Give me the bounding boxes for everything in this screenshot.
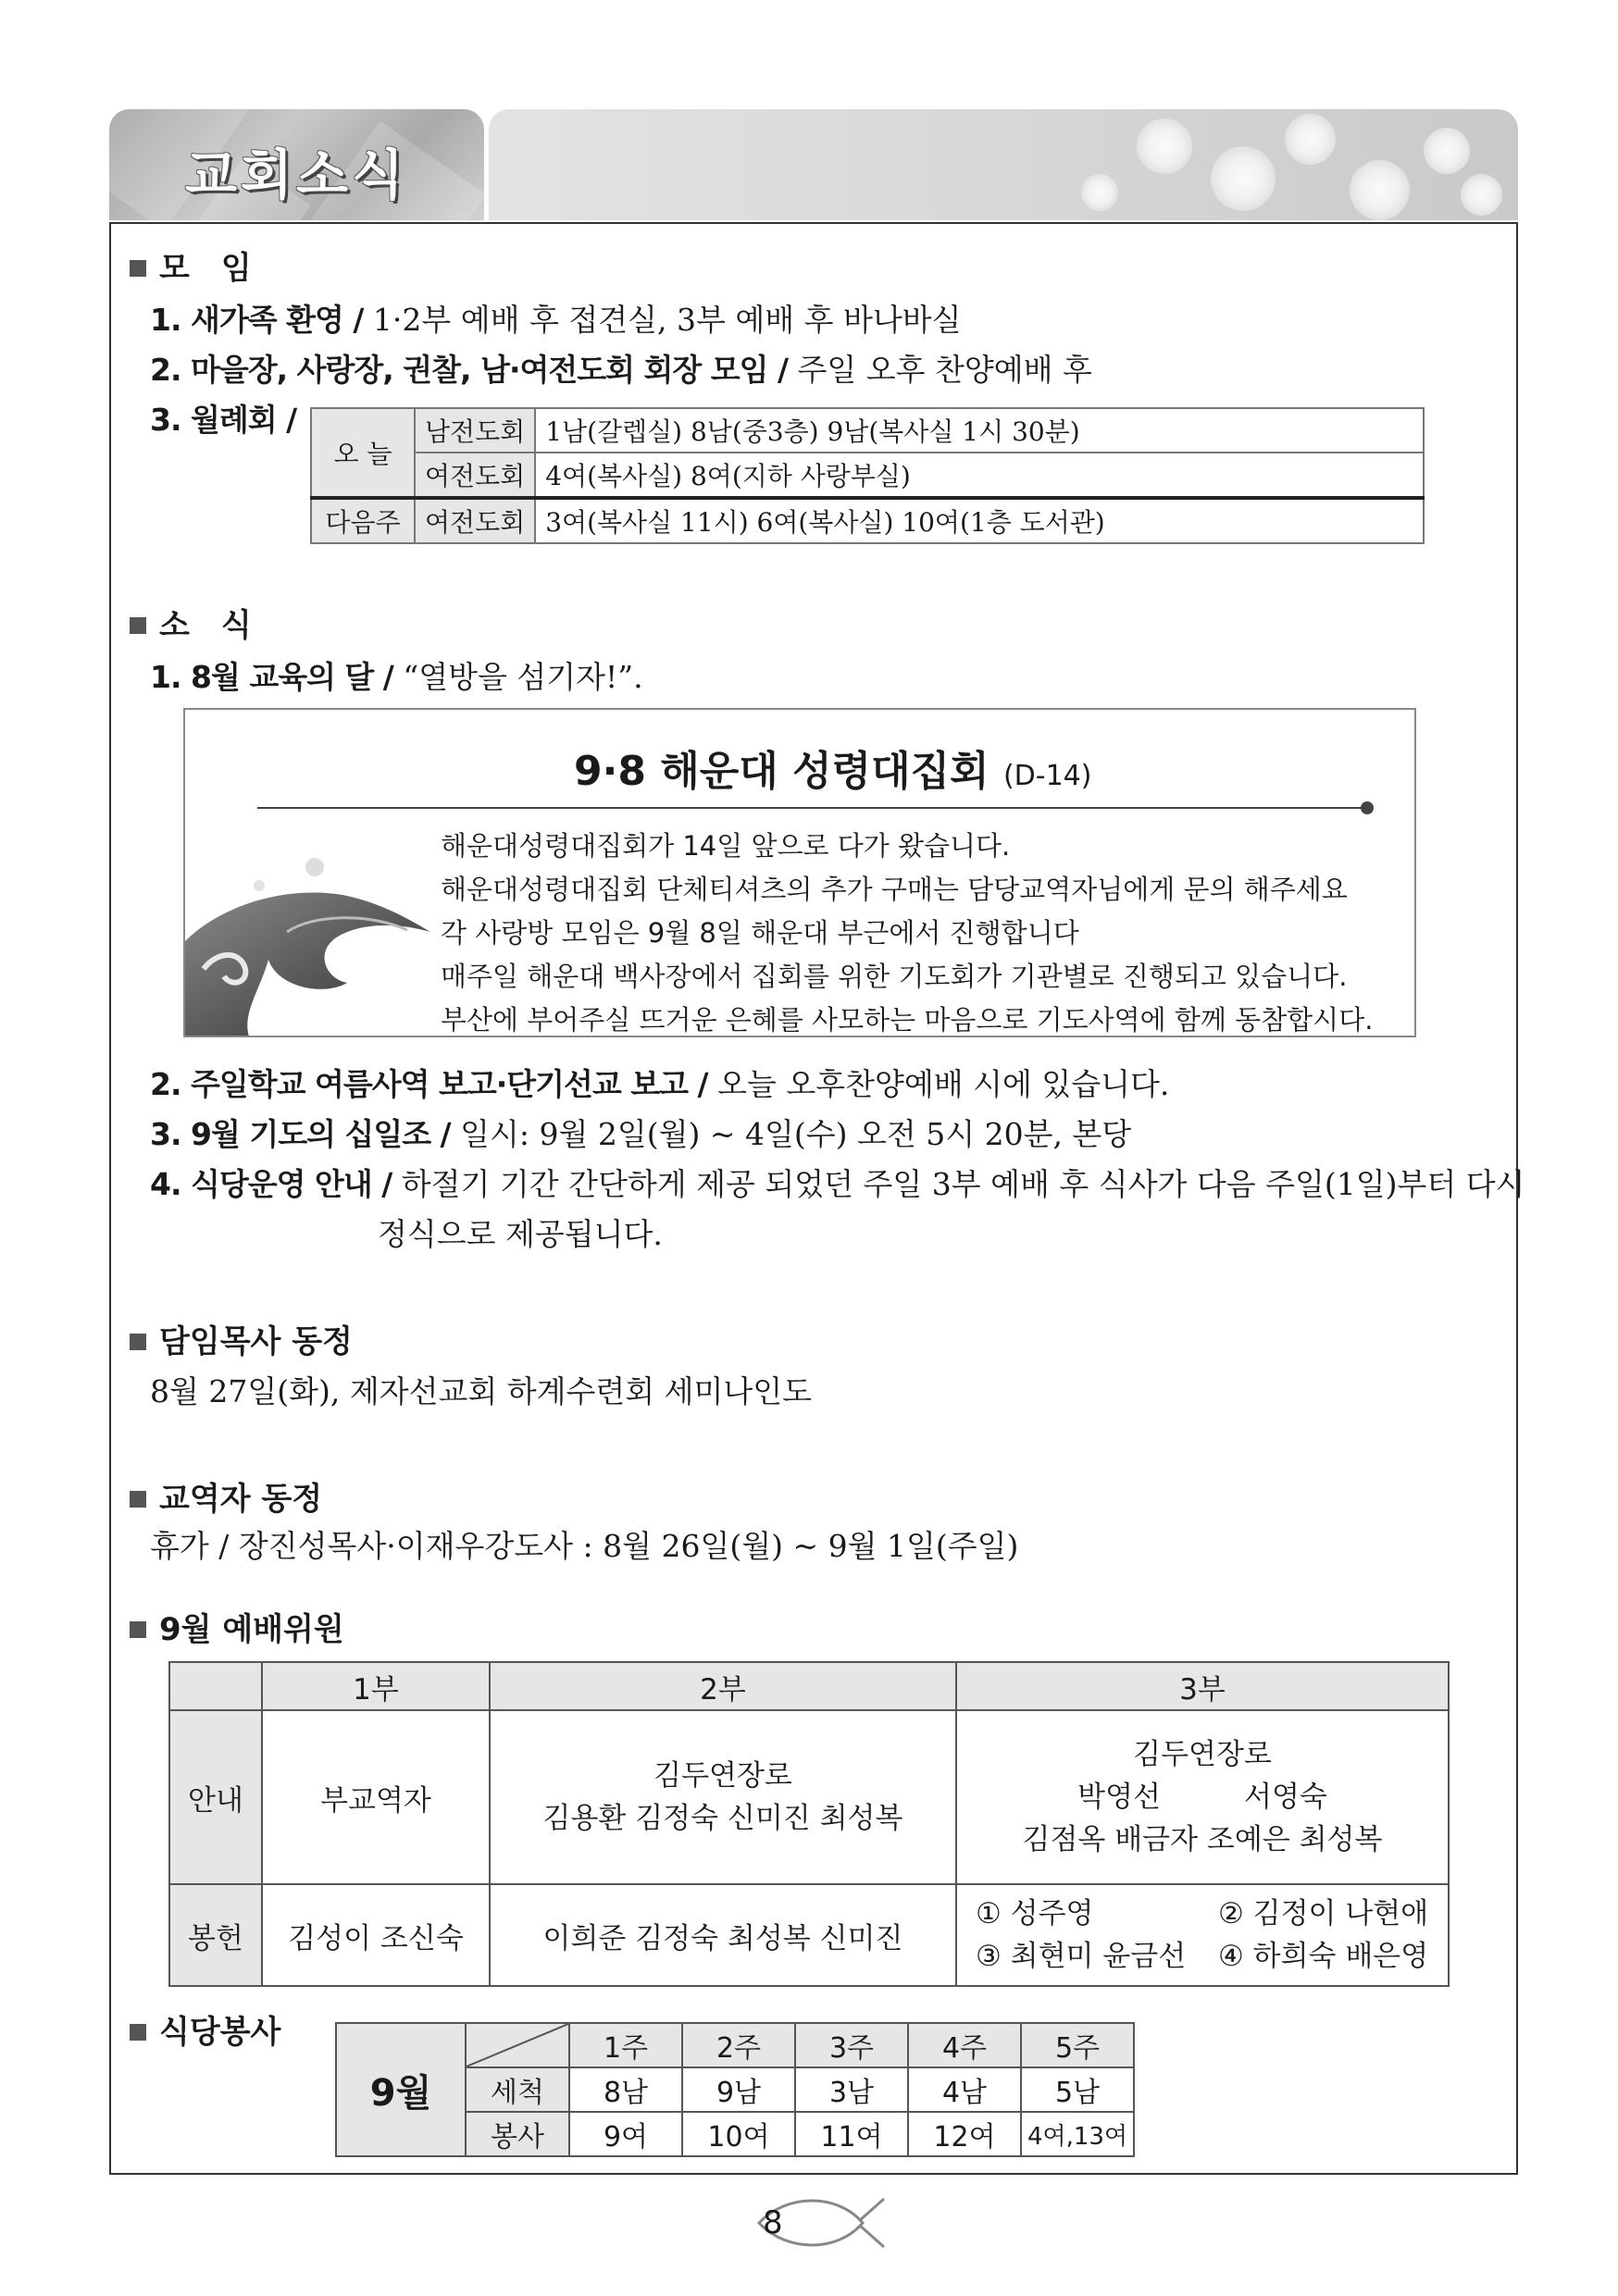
pastor-text: 8월 27일(화), 제자선교회 하계수련회 세미나인도 (150, 1373, 812, 1409)
row-header: 안내 (169, 1710, 262, 1884)
table-cell: 김성이 조신숙 (262, 1884, 490, 1986)
ministers-heading: 교역자 동정 (130, 1473, 322, 1519)
cell-name: ③ 최현미 윤금선 (976, 1940, 1187, 1973)
table-row (169, 1662, 1449, 1710)
group-cell: 여전도회 (415, 498, 535, 543)
column-header: 1주 (569, 2023, 682, 2067)
kitchen-service-table (335, 2022, 1135, 2157)
cell-name: ④ 하희숙 배은영 (1218, 1940, 1429, 1973)
event-line: 부산에 부어주실 뜨거운 은혜를 사모하는 마음으로 기도사역에 함께 동참합시다. (441, 1004, 1374, 1036)
ministers-text: 휴가 / 장진성목사·이재우강도사 : 8월 26일(월) ~ 9월 1일(주일) (150, 1528, 1019, 1564)
diagonal-line (467, 2024, 568, 2066)
table-row (311, 453, 1424, 498)
header-decoration-panel (489, 109, 1518, 220)
event-line: 각 사랑방 모임은 9월 8일 해운대 부근에서 진행합니다 (441, 917, 1079, 949)
monthly-meeting-table (310, 407, 1425, 544)
table-row (336, 2023, 1134, 2067)
table-cell: 이희준 김정숙 최성복 신미진 (490, 1884, 956, 1986)
table-cell (956, 1884, 1449, 1986)
news-item-3: 3. 9월 기도의 십일조 / 일시: 9월 2일(월) ~ 4일(수) 오전 5시 20분, 본당 (150, 1116, 1132, 1152)
cell-line: 김점옥 배금자 조예은 최성복 (1022, 1823, 1383, 1856)
table-cell: 11여 (795, 2112, 908, 2156)
cell-name: 서영숙 (1244, 1781, 1327, 1814)
meeting-item-2: 2. 마을장, 사랑장, 권찰, 남·여전도회 회장 모임 / 주일 오후 찬양예배 후 (150, 352, 1092, 388)
row-header: 봉사 (466, 2112, 569, 2156)
table-row (311, 498, 1424, 543)
table-cell: 4남 (908, 2067, 1021, 2112)
event-title: 9·8 해운대 성령대집회 (D-14) (574, 748, 1092, 795)
page-number: 8 (763, 2204, 783, 2241)
news-heading: 소 식 (130, 600, 252, 645)
cell-line: 김두연장로 (1133, 1738, 1272, 1771)
cell-line: 김용환 김정숙 신미진 최성복 (542, 1802, 903, 1835)
today-label: 오 늘 (311, 408, 415, 498)
table-row (169, 1710, 1449, 1884)
cell-name: ① 성주영 (976, 1897, 1094, 1930)
page-title: 교회소식 (185, 143, 408, 206)
event-line: 매주일 해운대 백사장에서 집회를 위한 기도회가 기관별로 진행되고 있습니다. (441, 961, 1348, 992)
cell-line: 김두연장로 (653, 1759, 792, 1793)
news-item-1: 1. 8월 교육의 달 / “열방을 섬기자!”. (150, 659, 643, 695)
table-cell: 3남 (795, 2067, 908, 2112)
meeting-cell: 4여(복사실) 8여(지하 사랑부실) (535, 453, 1424, 498)
table-cell (956, 1710, 1449, 1884)
group-cell: 여전도회 (415, 453, 535, 498)
row-header: 세척 (466, 2067, 569, 2112)
news-item-2: 2. 주일학교 여름사역 보고·단기선교 보고 / 오늘 오후찬양예배 시에 있습니다. (150, 1066, 1170, 1102)
worship-heading: 9월 예배위원 (130, 1604, 344, 1649)
event-line: 해운대성령대집회 단체티셔츠의 추가 구매는 담당교역자님에게 문의 해주세요 (441, 874, 1348, 905)
column-header: 2부 (490, 1662, 956, 1710)
news-item-4: 4. 식당운영 안내 / 하절기 기간 간단하게 제공 되었던 주일 3부 예배 후 식사가 다음 주일(1일)부터 다시 (150, 1166, 1525, 1202)
column-header: 3부 (956, 1662, 1449, 1710)
group-cell: 남전도회 (415, 408, 535, 453)
column-header: 1부 (262, 1662, 490, 1710)
table-cell: 부교역자 (262, 1710, 490, 1884)
meeting-item-3: 3. 월례회 / (150, 402, 297, 438)
table-cell: 8남 (569, 2067, 682, 2112)
meeting-item-1: 1. 새가족 환영 / 1·2부 예배 후 접견실, 3부 예배 후 바나바실 (150, 302, 962, 338)
cell-line (976, 1893, 1442, 1935)
column-header: 2주 (682, 2023, 795, 2067)
next-week-label: 다음주 (311, 498, 415, 543)
table-cell: 4여,13여 (1021, 2112, 1134, 2156)
event-line: 해운대성령대집회가 14일 앞으로 다가 왔습니다. (441, 830, 1011, 862)
table-cell: 5남 (1021, 2067, 1134, 2112)
meeting-cell: 3여(복사실 11시) 6여(복사실) 10여(1층 도서관) (535, 498, 1424, 543)
month-cell: 9월 (336, 2023, 466, 2156)
row-header: 봉헌 (169, 1884, 262, 1986)
table-cell: 12여 (908, 2112, 1021, 2156)
wave-illustration (185, 830, 463, 1037)
table-cell: 10여 (682, 2112, 795, 2156)
event-divider (257, 807, 1366, 809)
table-row (169, 1884, 1449, 1986)
column-header: 3주 (795, 2023, 908, 2067)
diagonal-cell (466, 2023, 569, 2067)
news-item-4-cont: 정식으로 제공됩니다. (378, 1216, 663, 1252)
worship-committee-table (168, 1661, 1450, 1987)
event-divider-dot (1361, 801, 1374, 814)
event-box (183, 708, 1416, 1037)
pastor-heading: 담임목사 동정 (130, 1316, 353, 1361)
corner-cell (169, 1662, 262, 1710)
cell-line (976, 1935, 1442, 1978)
table-cell: 9남 (682, 2067, 795, 2112)
meeting-cell: 1남(갈렙실) 8남(중3층) 9남(복사실 1시 30분) (535, 408, 1424, 453)
column-header: 4주 (908, 2023, 1021, 2067)
cell-line (963, 1776, 1442, 1818)
column-header: 5주 (1021, 2023, 1134, 2067)
cell-name: 박영선 (1077, 1781, 1161, 1814)
table-cell (490, 1710, 956, 1884)
meetings-heading: 모 임 (130, 242, 252, 288)
kitchen-heading: 식당봉사 (130, 2006, 280, 2052)
table-cell: 9여 (569, 2112, 682, 2156)
cell-name: ② 김정이 나현애 (1218, 1897, 1429, 1930)
table-row (311, 408, 1424, 453)
